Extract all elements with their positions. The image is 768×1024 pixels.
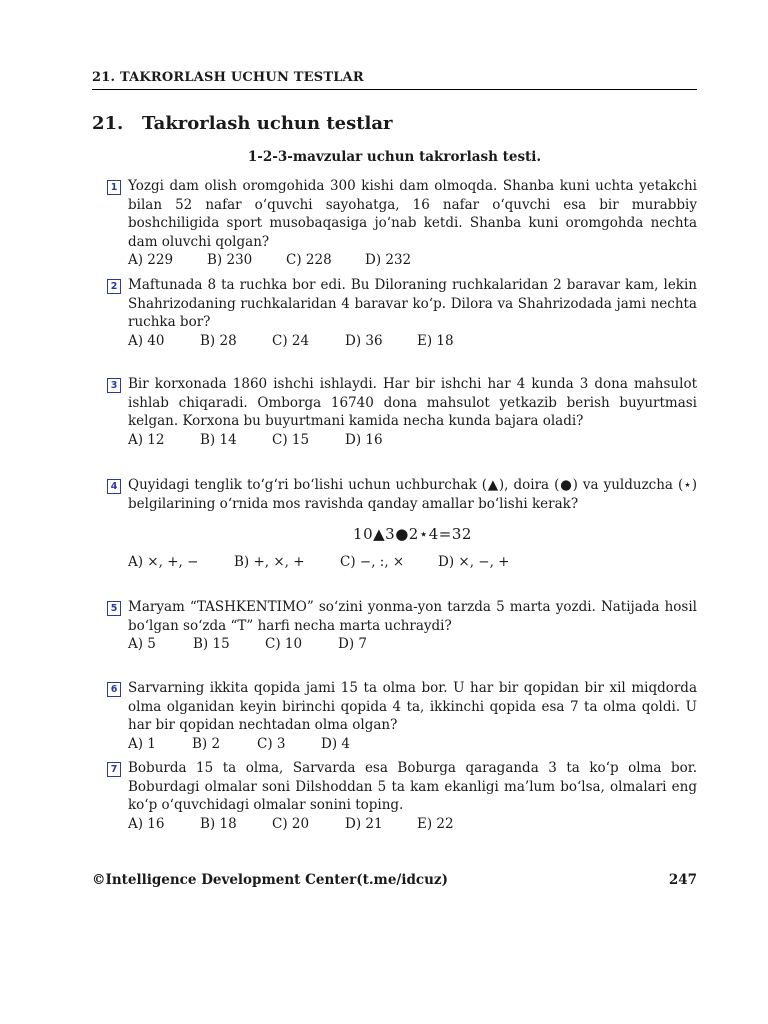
problem-text: Maftunada 8 ta ruchka bor edi. Bu Diloraning ruchkalaridan 2 baravar kam, lekin Shahrizodaning ruchkalaridan 4 baravar ko‘p. Dilora va Shahrizodada jami nechta ruchka bor? <box>128 277 697 331</box>
problem-number-box[interactable]: 3 <box>107 378 121 393</box>
answer-option: A) 16 <box>128 815 165 832</box>
answer-option: B) 2 <box>192 735 221 752</box>
problem-text: Maryam “TASHKENTIMO” so‘zini yonma-yon tarzda 5 marta yozdi. Natijada hosil bo‘lgan so‘zda “T” harfi necha marta uchraydi? <box>128 599 697 634</box>
answer-option: A) 229 <box>128 252 174 269</box>
problem-1 <box>92 177 697 270</box>
answer-options <box>128 735 697 754</box>
answer-options <box>128 431 697 450</box>
answer-option: D) 4 <box>321 735 350 752</box>
problem-4 <box>92 476 697 572</box>
answer-option: C) 10 <box>265 636 303 653</box>
answer-option: D) 21 <box>345 815 383 832</box>
answer-option: D) 16 <box>345 431 383 448</box>
section-title-text: Takrorlash uchun testlar <box>142 113 393 134</box>
answer-option: A) 40 <box>128 332 165 349</box>
problem-number-box[interactable]: 1 <box>107 180 121 195</box>
answer-option: D) 232 <box>365 252 412 269</box>
problem-number-box[interactable]: 4 <box>107 479 121 494</box>
answer-option: D) 36 <box>345 332 383 349</box>
problem-number-box[interactable]: 7 <box>107 762 121 777</box>
answer-option: A) 1 <box>128 735 156 752</box>
answer-option: C) 15 <box>272 431 310 448</box>
answer-options <box>128 251 697 270</box>
problem-text: Yozgi dam olish oromgohida 300 kishi dam olmoqda. Shanba kuni uchta yetakchi bilan 52 nafar o‘quvchi sayohatga, 16 nafar o‘quvchi esa bir murabbiy boshchiligida sport musobaqasiga jo‘nab ketdi. Shanba kuni oromgohda nechta dam oluvchi qolgan? <box>128 178 697 250</box>
page-footer <box>92 872 697 888</box>
answer-options <box>128 332 697 351</box>
answer-options <box>128 553 697 572</box>
answer-option: A) ×, +, − <box>128 554 199 571</box>
answer-options <box>128 815 697 834</box>
problem-3 <box>92 375 697 449</box>
answer-option: B) +, ×, + <box>234 554 305 571</box>
problem-number-box[interactable]: 6 <box>107 682 121 697</box>
section-title <box>92 113 393 134</box>
problem-2 <box>92 276 697 350</box>
answer-option: D) 7 <box>338 636 367 653</box>
answer-option: C) 24 <box>272 332 310 349</box>
answer-option: C) −, :, × <box>340 554 405 571</box>
answer-option: B) 230 <box>207 252 253 269</box>
running-header: 21. TAKRORLASH UCHUN TESTLAR <box>92 70 364 85</box>
problem-text: Boburda 15 ta olma, Sarvarda esa Boburga qaraganda 3 ta ko‘p olma bor. Boburdagi olmalar soni Dilshoddan 5 ta kam ekanligi ma’lum bo‘lsa, olmalari eng ko‘p o‘quvchidagi olmalar sonini toping. <box>128 760 697 814</box>
problem-text: Bir korxonada 1860 ishchi ishlaydi. Har bir ishchi har 4 kunda 3 dona mahsulot ishlab chiqaradi. Omborga 16740 dona mahsulot yetkazib berish buyurtmasi kelgan. Korxona bu buyurtmani kamida necha kunda bajara oladi? <box>128 376 697 430</box>
answer-option: C) 3 <box>257 735 286 752</box>
header-rule <box>92 89 697 90</box>
answer-options <box>128 635 697 654</box>
test-subtitle: 1-2-3-mavzular uchun takrorlash testi. <box>247 149 542 165</box>
footer-credit: ©Intelligence Development Center(t.me/idcuz) <box>92 872 448 888</box>
answer-option: B) 28 <box>200 332 237 349</box>
problem-text: Quyidagi tenglik to‘g‘ri bo‘lishi uchun uchburchak (▲), doira (●) va yulduzcha (⋆) belgilarining o‘rnida mos ravishda qanday amallar bo‘lishi kerak? <box>128 477 697 512</box>
answer-option: A) 5 <box>128 636 156 653</box>
answer-option: C) 228 <box>286 252 332 269</box>
problem-7 <box>92 759 697 833</box>
equation: 10▲3●2⋆4=32 <box>353 525 472 544</box>
answer-option: B) 18 <box>200 815 237 832</box>
answer-option: C) 20 <box>272 815 310 832</box>
answer-option: B) 14 <box>200 431 237 448</box>
section-number: 21. <box>92 113 124 134</box>
problem-number-box[interactable]: 5 <box>107 601 121 616</box>
answer-option: E) 18 <box>417 332 454 349</box>
problem-number-box[interactable]: 2 <box>107 279 121 294</box>
problem-5 <box>92 598 697 654</box>
problem-text: Sarvarning ikkita qopida jami 15 ta olma bor. U har bir qopidan bir xil miqdorda olma olganidan keyin birinchi qopida 4 ta, ikkinchi qopida esa 7 ta olma qoldi. U har bir qopidan nechtadan olma olgan? <box>128 680 697 734</box>
answer-option: A) 12 <box>128 431 165 448</box>
problem-6 <box>92 679 697 753</box>
answer-option: B) 15 <box>193 636 230 653</box>
answer-option: D) ×, −, + <box>438 554 510 571</box>
answer-option: E) 22 <box>417 815 454 832</box>
page-number: 247 <box>668 872 697 888</box>
